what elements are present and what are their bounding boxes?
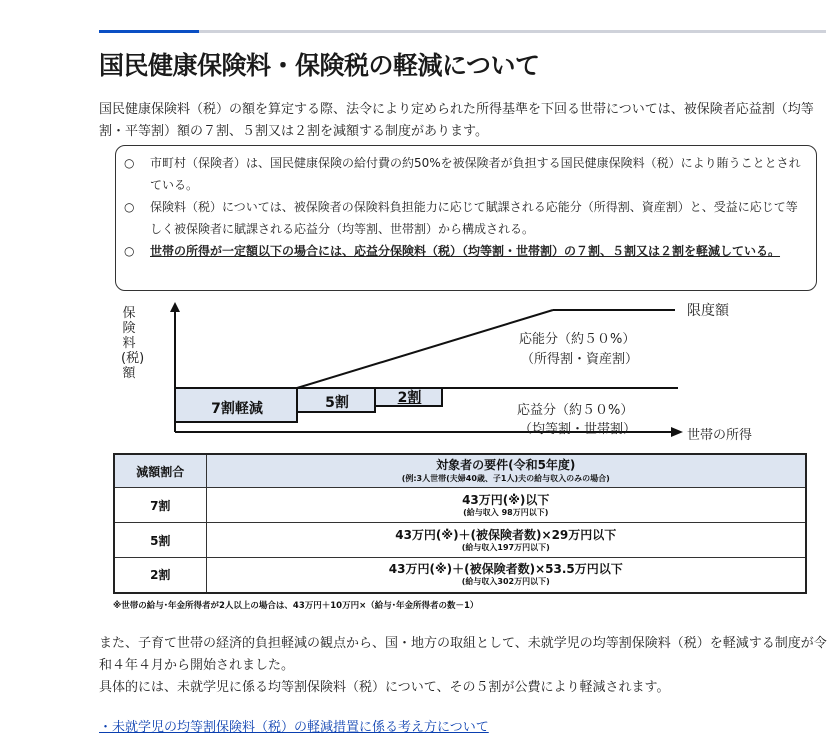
bullet-text: 市町村（保険者）は、国民健康保険の給付費の約50%を被保険者が負担する国民健康保険料（税）により賄うこととされている。	[150, 156, 801, 192]
lower-label-1: 応益分（約５０%）	[517, 403, 634, 418]
x-axis-arrow-icon	[671, 427, 683, 437]
requirement-sub: (給与収入197万円以下)	[461, 542, 550, 552]
intro-paragraph: 国民健康保険料（税）の額を算定する際、法令により定められた所得基準を下回る世帯については、被保険者応益割（均等割・平等割）額の７割、５割又は２割を減額する制度があります。	[99, 102, 814, 139]
reduction-figure	[113, 143, 823, 613]
paragraph-line: 具体的には、未就学児に係る均等割保険料（税）について、その５割が公費により軽減されます。	[99, 680, 670, 695]
requirement-sub: (給与収入302万円以下)	[461, 577, 550, 587]
circle-bullet-icon: ○	[124, 200, 135, 214]
preschool-paragraph	[99, 633, 834, 699]
bullet-text: 保険料（税）については、被保険者の保険料負担能力に応じて賦課される応能分（所得割、資産割）と、受益に応じて等しく被保険者に賦課される応益分（均等割、世帯割）から構成される。	[150, 200, 798, 236]
box-label-7: 7割軽減	[211, 401, 263, 417]
rate-cell: 7割	[114, 488, 206, 523]
y-axis-label: 保険料(税)額	[121, 306, 145, 381]
table-row	[114, 488, 806, 523]
reduction-table	[113, 453, 807, 594]
premium-diagram	[113, 298, 823, 448]
header-requirement-title: 対象者の要件(令和5年度)	[436, 458, 576, 472]
paragraph-line: また、子育て世帯の経済的負担軽減の観点から、国・地方の取組として、未就学児の均等割保険料（税）を軽減する制度が令和４年４月から開始されました。	[99, 636, 827, 673]
header-requirement	[206, 454, 806, 488]
summary-box	[115, 145, 817, 291]
page-title: 国民健康保険料・保険税の軽減について	[99, 51, 540, 80]
summary-bullet-emphasis	[124, 240, 806, 262]
rate-cell: 2割	[114, 558, 206, 593]
requirement-main: 43万円(※)＋(被保険者数)×29万円以下	[395, 527, 617, 542]
preschool-reduction-link[interactable]: ・未就学児の均等割保険料（税）の軽減措置に係る考え方について	[99, 720, 489, 735]
table-header-row	[114, 454, 806, 488]
upper-label-2: （所得割・資産割）	[521, 352, 639, 367]
bullet-text: 世帯の所得が一定額以下の場合には、応益分保険料（税）（均等割・世帯割）の７割、５割又は２割を軽減している。	[150, 244, 781, 258]
rate-cell: 5割	[114, 523, 206, 558]
requirement-sub: (給与収入 98万円以下)	[463, 507, 549, 517]
requirement-cell	[206, 558, 806, 593]
table-footnote: ※世帯の給与･年金所得者が2人以上の場合は、43万円＋10万円×（給与･年金所得者の数－1）	[113, 601, 479, 611]
table-row	[114, 523, 806, 558]
header-rate: 減額割合	[114, 454, 206, 488]
header-rule	[99, 30, 826, 33]
circle-bullet-icon: ○	[124, 244, 135, 258]
requirement-cell	[206, 488, 806, 523]
upper-label-1: 応能分（約５０%）	[519, 332, 636, 347]
box-label-2: 2割	[397, 390, 422, 406]
y-axis-arrow-icon	[170, 302, 180, 312]
lower-label-2: （均等割・世帯割）	[519, 422, 637, 437]
summary-bullet	[124, 152, 806, 196]
box-label-5: 5割	[325, 395, 349, 411]
cap-label: 限度額	[687, 303, 729, 319]
table-row	[114, 558, 806, 593]
x-axis-label: 世帯の所得	[687, 428, 753, 443]
requirement-main: 43万円(※)以下	[462, 492, 550, 507]
circle-bullet-icon: ○	[124, 156, 135, 170]
header-requirement-sub: (例:3人世帯(夫婦40歳、子1人)夫の給与収入のみの場合)	[401, 474, 610, 483]
requirement-main: 43万円(※)＋(被保険者数)×53.5万円以下	[388, 562, 623, 577]
header-accent-bar	[99, 30, 199, 33]
requirement-cell	[206, 523, 806, 558]
summary-bullet	[124, 196, 806, 240]
